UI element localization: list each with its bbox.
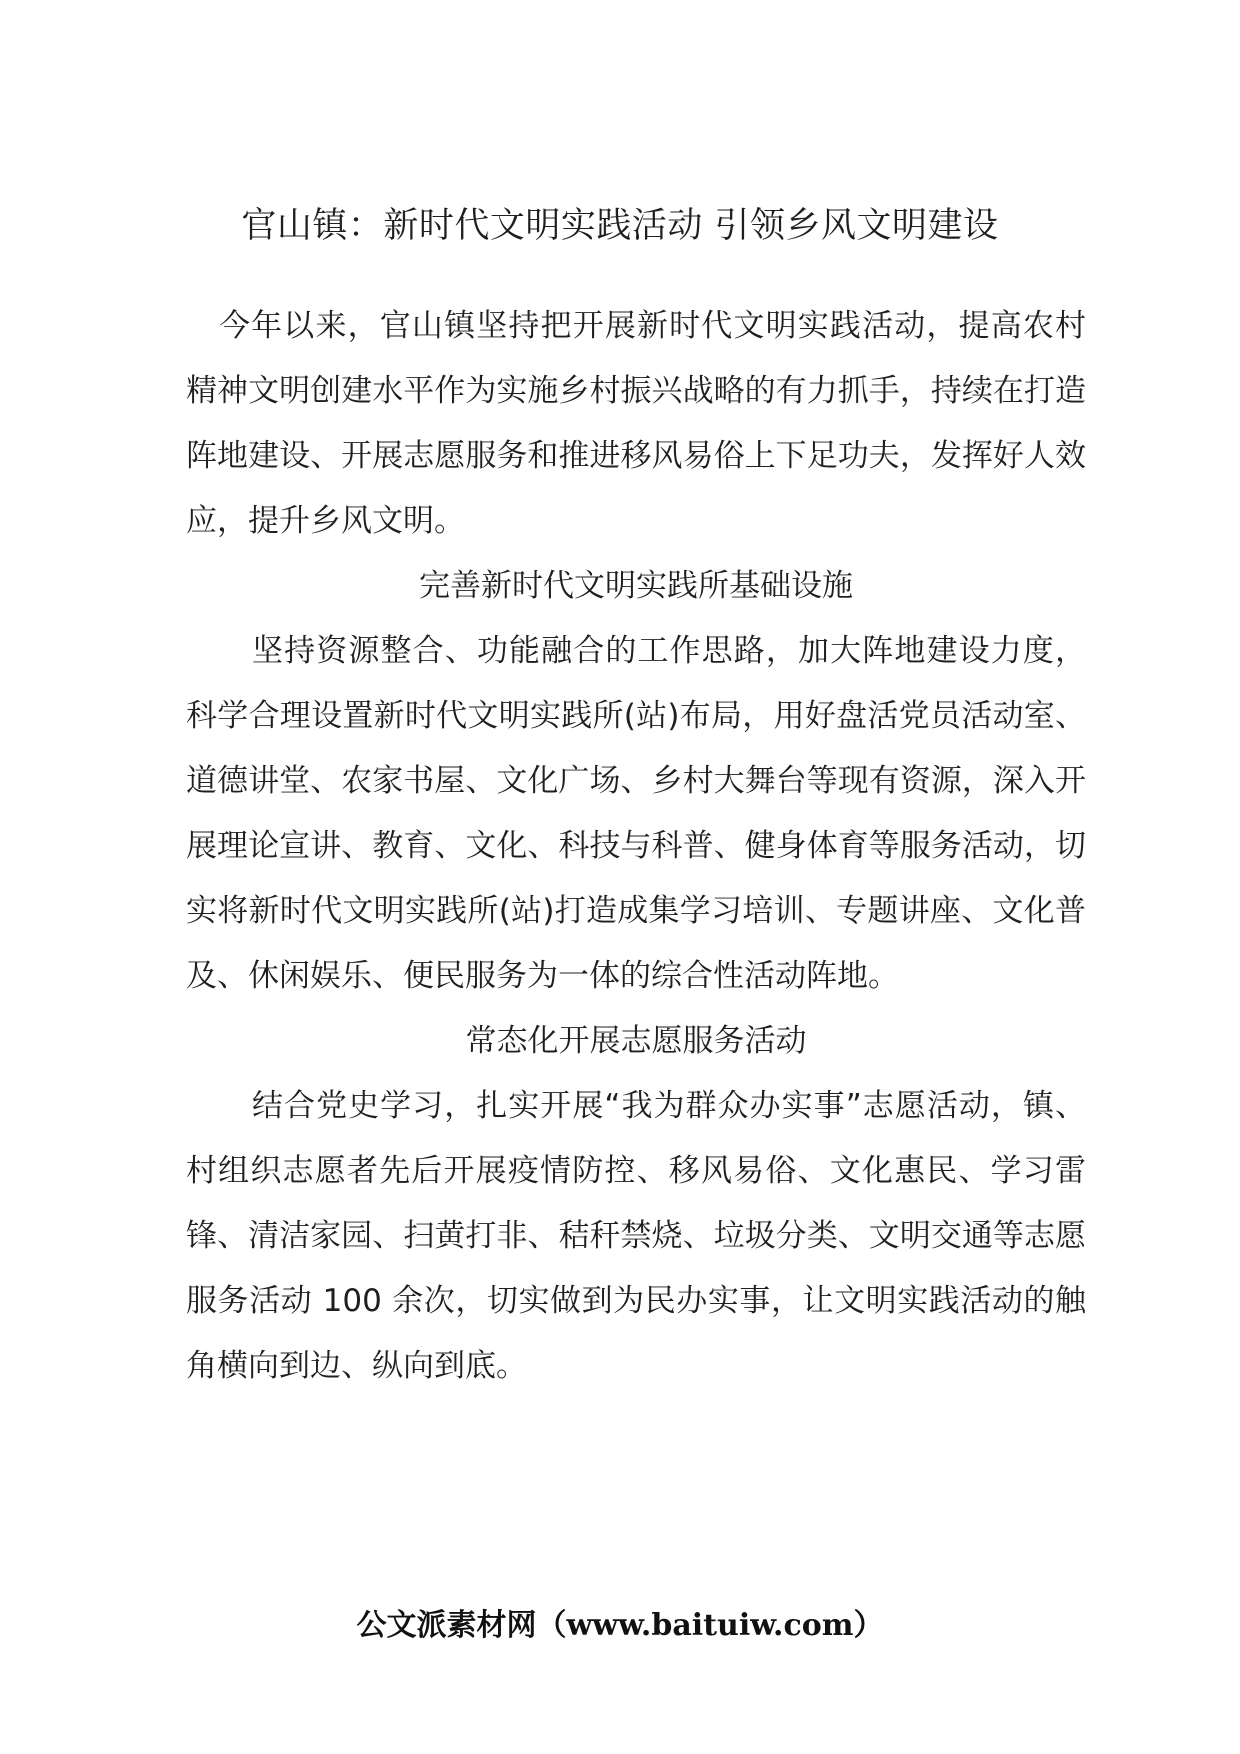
document-title: 官山镇：新时代文明实践活动 引领乡风文明建设: [241, 206, 999, 246]
footer-source: 公文派素材网（www.baituiw.com）: [356, 1608, 884, 1643]
document-body: [186, 294, 1086, 1399]
section-heading-facilities: 完善新时代文明实践所基础设施: [419, 568, 853, 604]
intro-paragraph: 今年以来，官山镇坚持把开展新时代文明实践活动，提高农村精神文明创建水平作为实施乡村振兴战略的有力抓手，持续在打造阵地建设、开展志愿服务和推进移风易俗上下足功夫，发挥好人效应，提升乡风文明。: [186, 308, 1086, 539]
section-paragraph-volunteer: 结合党史学习，扎实开展“我为群众办实事”志愿活动，镇、村组织志愿者先后开展疫情防控、移风易俗、文化惠民、学习雷锋、清洁家园、扫黄打非、秸秆禁烧、垃圾分类、文明交通等志愿服务活动 100 余次，切实做到为民办实事，让文明实践活动的触角横向到边、纵向到底。: [186, 1088, 1086, 1384]
section-paragraph-facilities: 坚持资源整合、功能融合的工作思路，加大阵地建设力度，科学合理设置新时代文明实践所(站)布局，用好盘活党员活动室、道德讲堂、农家书屋、文化广场、乡村大舞台等现有资源，深入开展理论宣讲、教育、文化、科技与科普、健身体育等服务活动，切实将新时代文明实践所(站)打造成集学习培训、专题讲座、文化普及、休闲娱乐、便民服务为一体的综合性活动阵地。: [186, 633, 1086, 994]
section-heading-volunteer: 常态化开展志愿服务活动: [465, 1023, 807, 1059]
